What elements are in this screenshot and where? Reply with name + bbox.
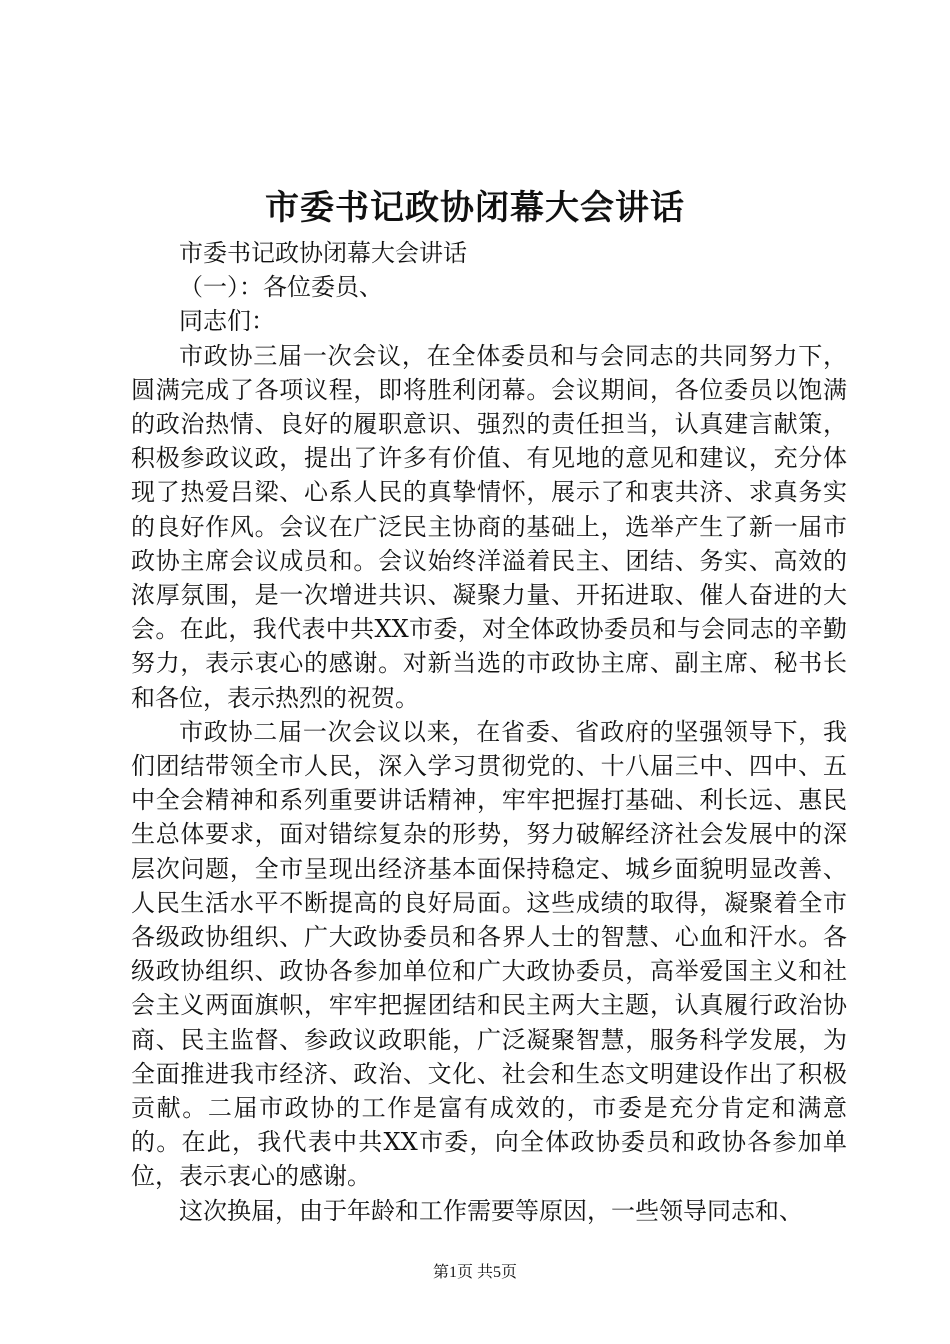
page-number-footer: 第1页 共5页 [432, 1264, 517, 1281]
document-body [131, 236, 847, 1228]
document-title: 市委书记政协闭幕大会讲话 [265, 188, 685, 228]
paragraph-meeting-summary: 市政协三届一次会议，在全体委员和与会同志的共同努力下，圆满完成了各项议程，即将胜利闭幕。会议期间，各位委员以饱满的政治热情、良好的履职意识、强烈的责任担当，认真建言献策，积极参政议政，提出了许多有价值、有见地的意见和建议，充分体现了热爱吕梁、心系人民的真挚情怀，展示了和衷共济、求真务实的良好作风。会议在广泛民主协商的基础上，选举产生了新一届市政协主席会议成员和。会议始终洋溢着民主、团结、务实、高效的浓厚氛围，是一次增进共识、凝聚力量、开拓进取、催人奋进的大会。在此，我代表中共XX市委，对全体政协委员和与会同志的辛勤努力，表示衷心的感谢。对新当选的市政协主席、副主席、秘书长和各位，表示热烈的祝贺。 [131, 341, 847, 712]
paragraph-salutation-2: 同志们： [179, 307, 275, 336]
paragraph-subtitle: 市委书记政协闭幕大会讲话 [179, 239, 467, 267]
paragraph-transition: 这次换届，由于年龄和工作需要等原因，一些领导同志和、 [179, 1196, 803, 1225]
paragraph-salutation-1: （一）：各位委员、 [179, 273, 383, 302]
paragraph-achievements: 市政协二届一次会议以来，在省委、省政府的坚强领导下，我们团结带领全市人民，深入学习贯彻党的、十八届三中、四中、五中全会精神和系列重要讲话精神，牢牢把握打基础、利长远、惠民生总体要求，面对错综复杂的形势，努力破解经济社会发展中的深层次问题，全市呈现出经济基本面保持稳定、城乡面貌明显改善、人民生活水平不断提高的良好局面。这些成绩的取得，凝聚着全市各级政协组织、广大政协委员和各界人士的智慧、心血和汗水。各级政协组织、政协各参加单位和广大政协委员，高举爱国主义和社会主义两面旗帜，牢牢把握团结和民主两大主题，认真履行政治协商、民主监督、参政议政职能，广泛凝聚智慧，服务科学发展，为全面推进我市经济、政治、文化、社会和生态文明建设作出了积极贡献。二届市政协的工作是富有成效的，市委是充分肯定和满意的。在此，我代表中共XX市委，向全体政协委员和政协各参加单位，表示衷心的感谢。 [131, 717, 847, 1191]
